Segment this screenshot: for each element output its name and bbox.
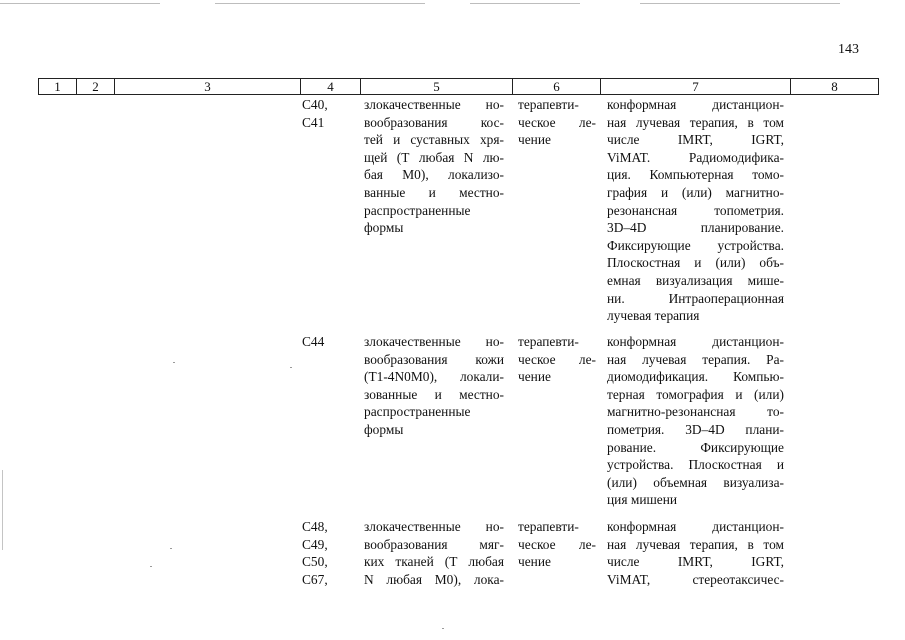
column-number: 3 (115, 79, 301, 95)
treatment-line: ческое ле- (518, 351, 596, 367)
method-line: графия и (или) магнитно- (607, 184, 784, 200)
method-line: ная лучевая терапия, в том (607, 536, 784, 552)
scan-line (470, 3, 580, 4)
method-line: диомодификация. Компью- (607, 369, 784, 385)
icd-code-cell (302, 333, 360, 351)
column-number: 6 (513, 79, 601, 95)
scan-speck (290, 367, 292, 368)
column-header-row (38, 78, 879, 95)
method-line: ция. Компьютерная томо- (607, 167, 784, 183)
scan-line (0, 3, 160, 4)
scan-speck (442, 628, 444, 629)
treatment-line: терапевти- (518, 334, 579, 349)
diagnosis-line: формы (364, 421, 404, 437)
icd-code: C50, (302, 554, 328, 570)
diagnosis-line: зованные и местно- (364, 386, 504, 402)
method-line: рование. Фиксирующие (607, 439, 784, 455)
treatment-type-cell (518, 518, 596, 571)
scan-line (215, 3, 425, 4)
diagnosis-line: формы (364, 220, 404, 236)
scan-speck (150, 566, 152, 567)
icd-code: C40, (302, 97, 328, 112)
method-line: конформная дистанцион- (607, 334, 784, 349)
diagnosis-cell (364, 96, 504, 237)
method-line: емная визуализация мише- (607, 272, 784, 288)
method-line: терная томография и (или) (607, 386, 784, 402)
method-line: магнитно-резонансная то- (607, 404, 784, 420)
icd-code: C44 (302, 334, 325, 349)
diagnosis-line: вообразования мяг- (364, 536, 504, 552)
method-line: пометрия. 3D–4D плани- (607, 421, 784, 437)
icd-code: C67, (302, 571, 328, 587)
column-number: 4 (301, 79, 361, 95)
scan-speck (170, 548, 172, 549)
icd-code: C41 (302, 114, 325, 130)
diagnosis-cell (364, 333, 504, 439)
column-number: 1 (39, 79, 77, 95)
treatment-line: ческое ле- (518, 536, 596, 552)
diagnosis-line: бая M0), локализо- (364, 167, 504, 183)
page-number: 143 (838, 42, 859, 57)
method-line: числе IMRT, IGRT, (607, 132, 784, 148)
diagnosis-line: ванные и местно- (364, 184, 504, 200)
column-number: 5 (361, 79, 513, 95)
scan-speck (173, 362, 175, 363)
diagnosis-line: распространенные (364, 202, 471, 218)
column-number: 2 (77, 79, 115, 95)
icd-code-cell (302, 96, 360, 131)
method-line: числе IMRT, IGRT, (607, 554, 784, 570)
diagnosis-line: злокачественные но- (364, 519, 504, 534)
diagnosis-line: вообразования кожи (364, 351, 504, 367)
method-line: (или) объемная визуализа- (607, 474, 784, 490)
treatment-type-cell (518, 333, 596, 386)
method-line: ViMAT. Радиомодифика- (607, 149, 784, 165)
method-line: Фиксирующие устройства. (607, 237, 784, 253)
treatment-line: чение (518, 132, 551, 148)
diagnosis-line: N любая M0), лока- (364, 571, 504, 587)
scan-line (640, 3, 840, 4)
icd-code: C48, (302, 519, 328, 534)
treatment-method-cell (607, 333, 784, 509)
diagnosis-cell (364, 518, 504, 588)
method-line: Плоскостная и (или) объ- (607, 255, 784, 271)
method-line: лучевая терапия (607, 308, 700, 324)
treatment-line: терапевти- (518, 97, 579, 112)
method-line: ни. Интраоперационная (607, 290, 784, 306)
treatment-method-cell (607, 96, 784, 325)
treatment-line: чение (518, 554, 551, 570)
treatment-line: чение (518, 369, 551, 385)
treatment-line: терапевти- (518, 519, 579, 534)
method-line: конформная дистанцион- (607, 519, 784, 534)
diagnosis-line: щей (Т любая N лю- (364, 149, 504, 165)
method-line: 3D–4D планирование. (607, 220, 784, 236)
column-number: 7 (601, 79, 791, 95)
icd-code: C49, (302, 536, 328, 552)
method-line: ция мишени (607, 492, 678, 508)
diagnosis-line: тей и суставных хря- (364, 132, 504, 148)
method-line: устройства. Плоскостная и (607, 457, 784, 473)
scan-mark (2, 470, 3, 550)
method-line: ная лучевая терапия, в том (607, 114, 784, 130)
diagnosis-line: вообразования кос- (364, 114, 504, 130)
diagnosis-line: распространенные (364, 404, 471, 420)
treatment-line: ческое ле- (518, 114, 596, 130)
method-line: ViMAT, стереотаксичес- (607, 571, 784, 587)
diagnosis-line: ких тканей (Т любая (364, 554, 504, 570)
diagnosis-line: злокачественные но- (364, 334, 504, 349)
diagnosis-line: (Т1-4N0M0), локали- (364, 369, 504, 385)
method-line: резонансная топометрия. (607, 202, 784, 218)
icd-code-cell (302, 518, 360, 588)
method-line: ная лучевая терапия. Ра- (607, 351, 784, 367)
method-line: конформная дистанцион- (607, 97, 784, 112)
diagnosis-line: злокачественные но- (364, 97, 504, 112)
treatment-method-cell (607, 518, 784, 588)
column-number: 8 (791, 79, 879, 95)
treatment-type-cell (518, 96, 596, 149)
